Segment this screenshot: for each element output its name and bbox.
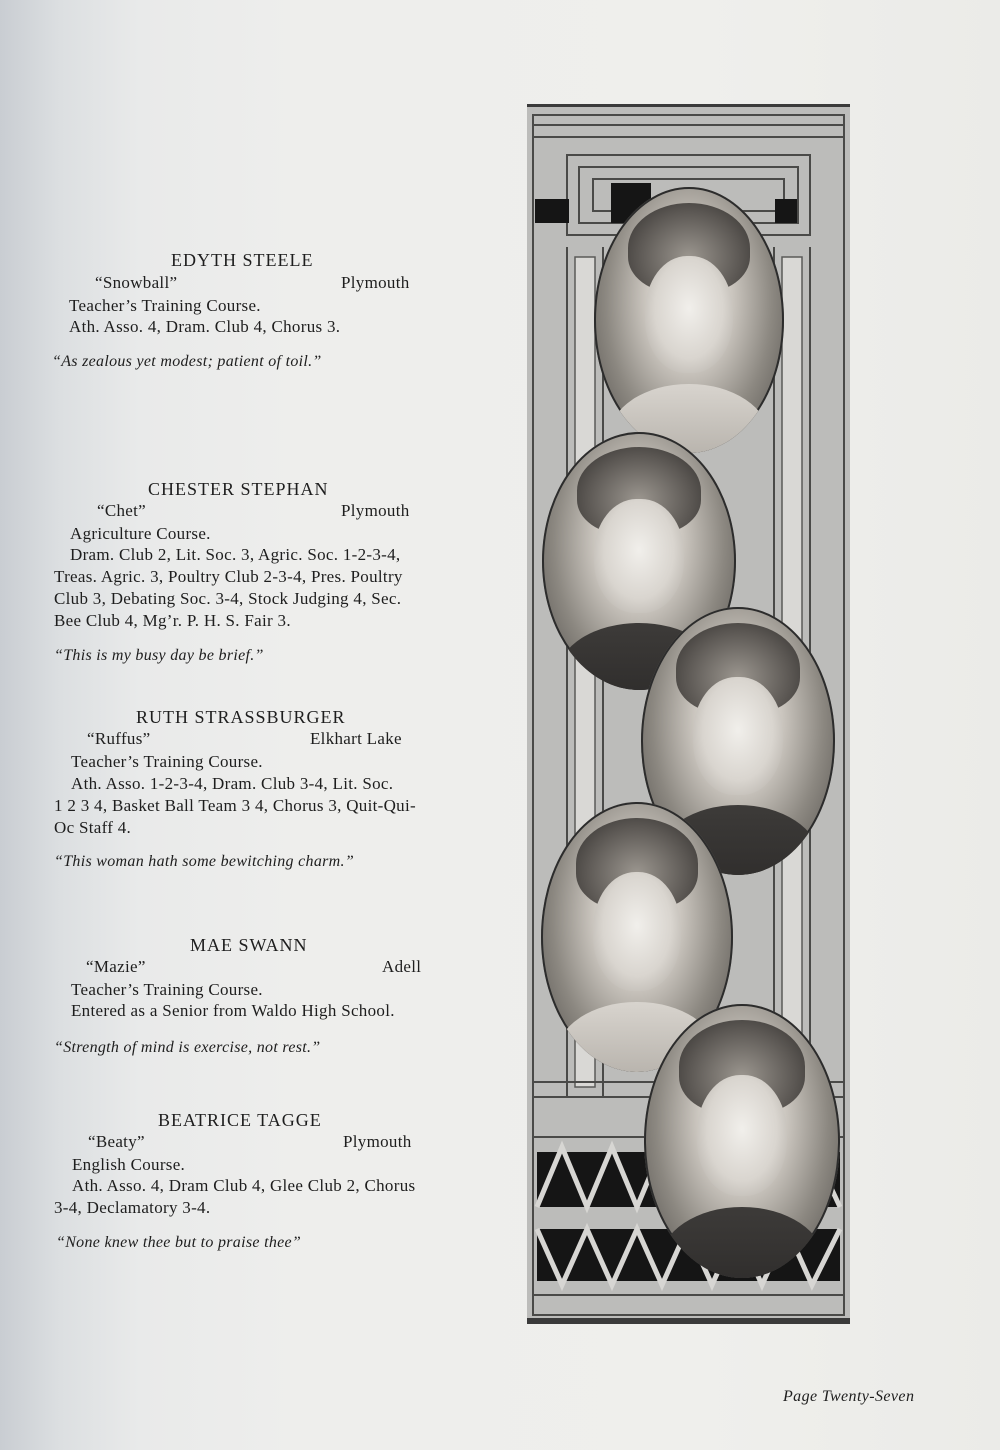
- portrait-photo: [644, 1004, 840, 1278]
- senior-nickname: “Mazie”: [86, 957, 146, 976]
- portrait-photo: [594, 187, 784, 453]
- senior-nickname: “Snowball”: [95, 273, 178, 292]
- senior-hometown: Plymouth: [341, 273, 410, 292]
- senior-activities-line: Oc Staff 4.: [54, 818, 132, 837]
- senior-nickname: “Ruffus”: [87, 729, 151, 748]
- senior-course: Teacher’s Training Course.: [71, 980, 263, 999]
- senior-activities-line: Entered as a Senior from Waldo High School.: [71, 1001, 395, 1020]
- senior-activities-line: Club 3, Debating Soc. 3-4, Stock Judging 4, Sec.: [54, 589, 402, 608]
- senior-quote: “None knew thee but to praise thee”: [56, 1234, 302, 1251]
- senior-activities-line: Dram. Club 2, Lit. Soc. 3, Agric. Soc. 1-2-3-4,: [70, 545, 401, 564]
- senior-nickname: “Chet”: [97, 501, 146, 520]
- senior-name: MAE SWANN: [190, 935, 308, 955]
- senior-quote: “Strength of mind is exercise, not rest.”: [54, 1039, 321, 1056]
- senior-quote: “This woman hath some bewitching charm.”: [54, 853, 355, 870]
- senior-activities-line: Treas. Agric. 3, Poultry Club 2-3-4, Pres. Poultry: [54, 567, 403, 586]
- senior-name: RUTH STRASSBURGER: [136, 707, 346, 727]
- senior-activities-line: Ath. Asso. 1-2-3-4, Dram. Club 3-4, Lit. Soc.: [71, 774, 394, 793]
- senior-hometown: Plymouth: [341, 501, 410, 520]
- senior-course: Teacher’s Training Course.: [71, 752, 263, 771]
- senior-course: Agriculture Course.: [70, 524, 211, 543]
- senior-activities-line: Ath. Asso. 4, Dram. Club 4, Chorus 3.: [69, 317, 341, 336]
- senior-activities-line: Bee Club 4, Mg’r. P. H. S. Fair 3.: [54, 611, 291, 630]
- senior-nickname: “Beaty”: [88, 1132, 145, 1151]
- senior-hometown: Plymouth: [343, 1132, 412, 1151]
- senior-course: Teacher’s Training Course.: [69, 296, 261, 315]
- senior-activities-line: 3-4, Declamatory 3-4.: [54, 1198, 211, 1217]
- senior-hometown: Adell: [382, 957, 422, 976]
- senior-name: CHESTER STEPHAN: [148, 479, 329, 499]
- senior-activities-line: 1 2 3 4, Basket Ball Team 3 4, Chorus 3, Quit-Qui-: [54, 796, 416, 815]
- senior-hometown: Elkhart Lake: [310, 729, 402, 748]
- senior-quote: “As zealous yet modest; patient of toil.”: [52, 353, 322, 370]
- page-number: Page Twenty-Seven: [783, 1388, 915, 1405]
- senior-quote: “This is my busy day be brief.”: [54, 647, 264, 664]
- portrait-panel: [527, 104, 850, 1324]
- senior-course: English Course.: [72, 1155, 186, 1174]
- senior-activities-line: Ath. Asso. 4, Dram Club 4, Glee Club 2, Chorus: [72, 1176, 416, 1195]
- senior-name: BEATRICE TAGGE: [158, 1110, 322, 1130]
- senior-name: EDYTH STEELE: [171, 250, 314, 270]
